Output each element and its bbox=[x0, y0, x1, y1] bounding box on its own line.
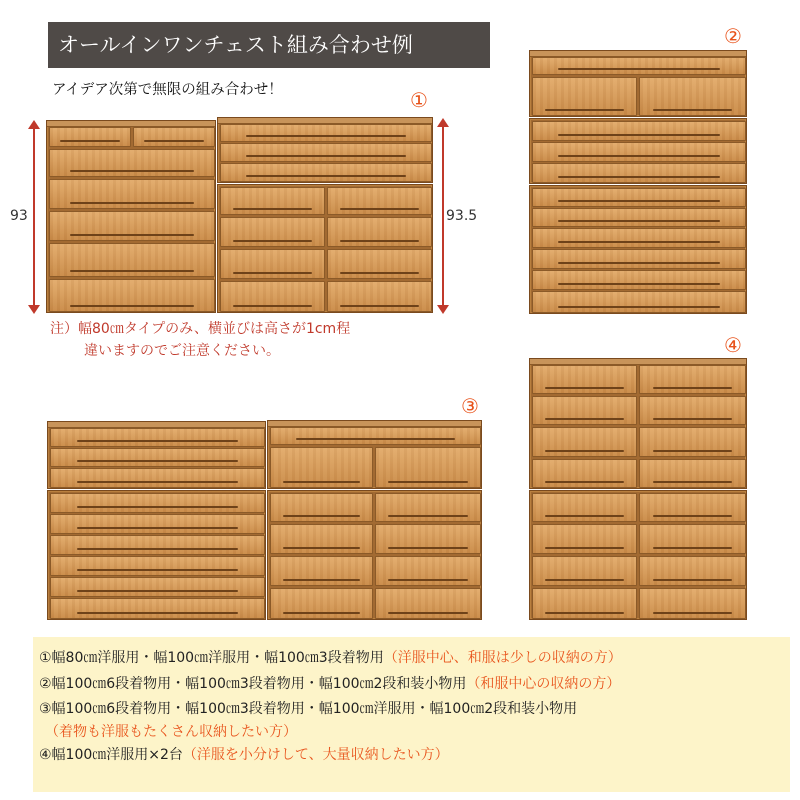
drawer bbox=[50, 468, 265, 488]
drawer bbox=[532, 142, 746, 162]
drawer bbox=[50, 598, 265, 619]
drawer bbox=[639, 459, 746, 488]
chest-100-kimono-3 bbox=[47, 421, 266, 489]
description-line-4 bbox=[39, 744, 790, 767]
drawer bbox=[50, 556, 265, 576]
example-4-marker: ④ bbox=[724, 333, 742, 357]
description-line-3b bbox=[39, 721, 790, 744]
example-1-marker: ① bbox=[410, 88, 428, 112]
chest-100-accessory-2 bbox=[529, 50, 747, 117]
drawer bbox=[639, 365, 746, 394]
drawer bbox=[532, 188, 746, 207]
drawer bbox=[220, 187, 325, 215]
chest-100-western bbox=[267, 490, 482, 620]
chest-80-western bbox=[46, 120, 216, 313]
drawer bbox=[220, 249, 325, 279]
description-4-purpose: （洋服を小分けして、大量収納したい方） bbox=[182, 747, 449, 763]
drawer bbox=[50, 493, 265, 513]
drawer bbox=[270, 493, 373, 522]
description-3-items: ③幅100㎝6段着物用・幅100㎝3段着物用・幅100㎝洋服用・幅100㎝2段和装小物用 bbox=[39, 701, 578, 717]
drawer bbox=[50, 428, 265, 447]
page-title: オールインワンチェスト組み合わせ例 bbox=[48, 22, 490, 68]
drawer bbox=[532, 57, 746, 75]
drawer bbox=[50, 448, 265, 467]
description-line-3 bbox=[39, 698, 790, 721]
drawer bbox=[639, 396, 746, 425]
drawer bbox=[532, 556, 637, 586]
note-line-2: 違いますのでご注意ください。 bbox=[84, 343, 280, 359]
height-dimension-arrow-left bbox=[33, 122, 35, 312]
drawer bbox=[49, 127, 131, 147]
drawer bbox=[639, 427, 746, 457]
chest-100-kimono-6 bbox=[529, 185, 747, 314]
drawer bbox=[375, 588, 481, 619]
chest-100-accessory-2 bbox=[267, 420, 482, 489]
drawer bbox=[327, 217, 432, 247]
description-3-purpose: （着物も洋服もたくさん収納したい方） bbox=[45, 723, 297, 740]
description-line-2 bbox=[39, 673, 790, 696]
drawer bbox=[220, 163, 432, 182]
description-2-items: ②幅100㎝6段着物用・幅100㎝3段着物用・幅100㎝2段和装小物用 bbox=[39, 675, 467, 692]
drawer bbox=[50, 577, 265, 597]
description-1-items: ①幅80㎝洋服用・幅100㎝洋服用・幅100㎝3段着物用 bbox=[39, 650, 384, 666]
drawer bbox=[639, 493, 746, 522]
height-label-left: 93 bbox=[10, 208, 28, 224]
height-dimension-arrow-right bbox=[442, 120, 444, 312]
drawer bbox=[49, 211, 215, 241]
drawer bbox=[639, 588, 746, 619]
drawer bbox=[220, 143, 432, 162]
chest-100-kimono-3 bbox=[529, 118, 747, 184]
drawer bbox=[375, 556, 481, 586]
chest-100-western-upper bbox=[529, 358, 747, 489]
description-2-purpose: （和服中心の収納の方） bbox=[466, 675, 621, 692]
drawer bbox=[220, 124, 432, 142]
drawer bbox=[50, 514, 265, 534]
drawer bbox=[639, 77, 746, 116]
chest-100-kimono-3 bbox=[217, 117, 433, 183]
drawer bbox=[270, 427, 481, 445]
drawer bbox=[270, 447, 373, 488]
drawer bbox=[270, 588, 373, 619]
drawer bbox=[532, 396, 637, 425]
drawer bbox=[532, 588, 637, 619]
drawer bbox=[532, 291, 746, 313]
drawer bbox=[639, 556, 746, 586]
drawer bbox=[532, 77, 637, 116]
drawer bbox=[639, 524, 746, 554]
drawer bbox=[532, 208, 746, 227]
drawer bbox=[133, 127, 215, 147]
drawer bbox=[49, 149, 215, 177]
drawer bbox=[220, 217, 325, 247]
drawer bbox=[220, 281, 325, 312]
drawer bbox=[532, 249, 746, 269]
drawer bbox=[49, 279, 215, 312]
height-label-right: 93.5 bbox=[446, 208, 478, 224]
drawer bbox=[532, 270, 746, 290]
drawer bbox=[327, 281, 432, 312]
combination-descriptions bbox=[33, 637, 790, 792]
drawer bbox=[327, 249, 432, 279]
drawer bbox=[375, 524, 481, 554]
description-4-items: ④幅100㎝洋服用×2台 bbox=[39, 747, 183, 763]
chest-100-western bbox=[217, 184, 433, 313]
description-line-1 bbox=[39, 647, 790, 670]
drawer bbox=[532, 163, 746, 183]
chest-100-kimono-6 bbox=[47, 490, 266, 620]
drawer bbox=[532, 121, 746, 141]
description-1-purpose: （洋服中心、和服は少しの収納の方） bbox=[383, 650, 622, 666]
drawer bbox=[532, 228, 746, 248]
drawer bbox=[49, 179, 215, 209]
drawer bbox=[532, 493, 637, 522]
drawer bbox=[532, 524, 637, 554]
drawer bbox=[327, 187, 432, 215]
drawer bbox=[532, 427, 637, 457]
note-line-1: 注）幅80㎝タイプのみ、横並びは高さが1cm程 bbox=[50, 321, 351, 337]
subtitle: アイデア次第で無限の組み合わせ！ bbox=[52, 82, 283, 98]
chest-100-western-lower bbox=[529, 490, 747, 620]
drawer bbox=[270, 556, 373, 586]
example-2-marker: ② bbox=[724, 24, 742, 48]
drawer bbox=[375, 447, 481, 488]
drawer bbox=[532, 459, 637, 488]
example-3-marker: ③ bbox=[461, 394, 479, 418]
drawer bbox=[270, 524, 373, 554]
drawer bbox=[532, 365, 637, 394]
drawer bbox=[50, 535, 265, 555]
note bbox=[50, 318, 350, 362]
drawer bbox=[375, 493, 481, 522]
drawer bbox=[49, 243, 215, 277]
